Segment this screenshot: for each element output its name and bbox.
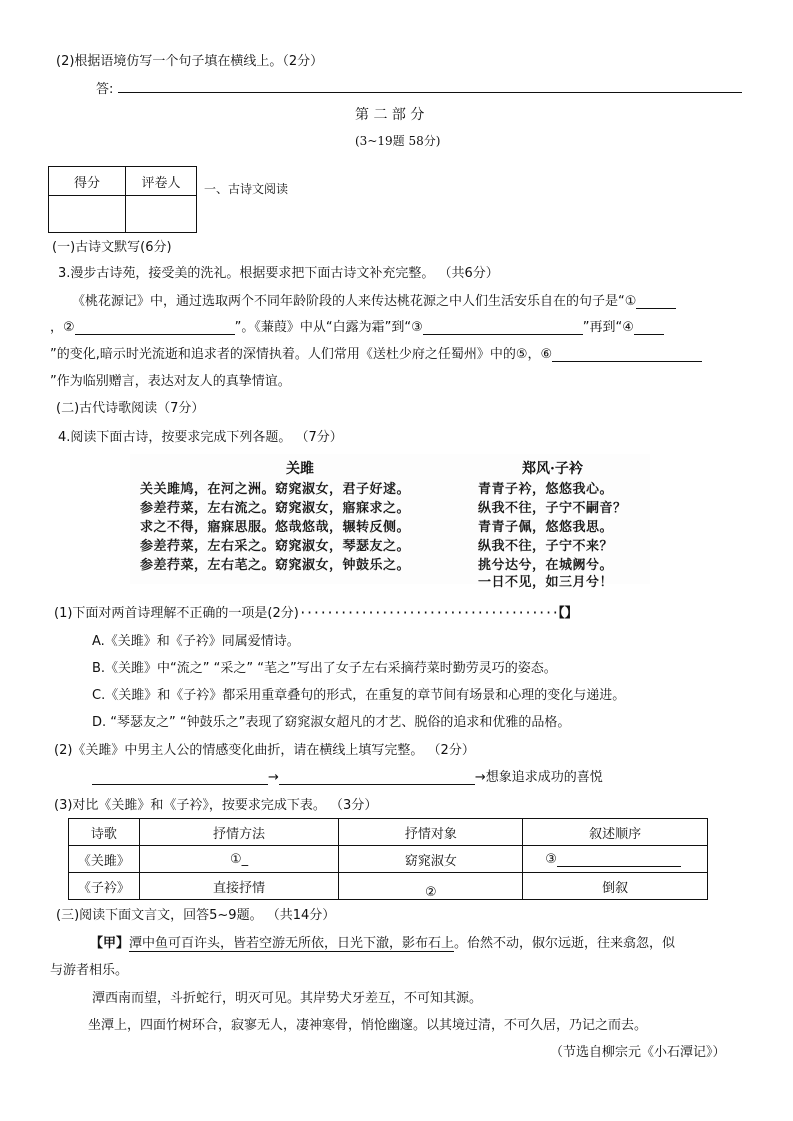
emotion-blank-1[interactable] [92, 770, 268, 785]
table-header: 抒情对象 [339, 819, 523, 846]
q3-line2-mid: ”。《蒹葭》中从“白露为霜”到“③ [234, 320, 423, 335]
passage-underlined: 潭中鱼可百许头，皆若空游无所依，日光下澈，影布石上 [129, 936, 455, 951]
guanju-line: 关关雎鸠，在河之洲。窈窕淑女，君子好逑。 [140, 482, 411, 497]
sub-one-title: (一)古诗文默写(6分) [52, 240, 172, 255]
zijin-line: 青青子佩，悠悠我思。 [478, 520, 614, 535]
option-b: B.《关雎》中“流之” “采之” “芼之”写出了女子左右采摘荇菜时勤劳灵巧的姿态。 [92, 661, 557, 676]
passage-p1-rest: 。佁然不动，俶尔远逝，往来翕忽，似 [454, 936, 676, 951]
zijin-line: 纵我不往，子宁不来？ [478, 539, 614, 554]
blank-marker-3: ③ [545, 851, 557, 867]
q3-line3-text: ”的变化,暗示时光流逝和追求者的深情执着。人们常用《送杜少府之任蜀州》中的⑤，⑥ [50, 347, 553, 362]
q4-1-dots: ······································ [298, 606, 559, 621]
q3-line2-end: ”再到“④ [582, 320, 634, 335]
q4-1-prompt: (1)下面对两首诗理解不正确的一项是(2分) [54, 606, 299, 621]
sub-two-title: (二)古代诗歌阅读（7分） [56, 401, 205, 416]
table-cell: 直接抒情 [139, 873, 339, 900]
q2-prompt: (2)根据语境仿写一个句子填在横线上。（2分） [56, 54, 324, 69]
blank-3[interactable] [423, 320, 583, 335]
passage-label: 【甲】 [90, 936, 130, 951]
table-cell: 窈窕淑女 [339, 846, 523, 873]
table-cell: 《关雎》 [69, 846, 140, 873]
score-header: 得分 [49, 167, 126, 196]
q4-3-prompt: (3)对比《关雎》和《子衿》，按要求完成下表。 （3分） [54, 798, 378, 813]
q3-line1-text: 《桃花源记》中，通过选取两个不同年龄阶段的人来传达桃花源之中人们生活安乐自在的句子是“① [72, 294, 637, 309]
blank-marker-1: ①_ [229, 851, 249, 867]
guanju-line: 求之不得，寤寐思服。悠哉悠哉，辗转反侧。 [140, 520, 411, 535]
guanju-line: 参差荇菜，左右采之。窈窕淑女，琴瑟友之。 [140, 539, 411, 554]
blank-2[interactable] [75, 320, 235, 335]
q3-line1 [72, 290, 676, 309]
passage-p2: 潭西南而望，斗折蛇行，明灭可见。其岸势犬牙差互，不可知其源。 [92, 991, 483, 1006]
poems-image [130, 454, 650, 590]
passage-p1-line2: 与游者相乐。 [50, 963, 129, 978]
sub-three-title: (三)阅读下面文言文，回答5~9题。 （共14分） [56, 908, 336, 923]
section-one-title: 一、古诗文阅读 [204, 182, 289, 196]
zijin-line: 青青子衿，悠悠我心。 [478, 482, 614, 497]
passage-source: （节选自柳宗元《小石潭记》） [550, 1045, 726, 1060]
flow-end: →想象追求成功的喜悦 [474, 770, 603, 785]
blank-3-line[interactable] [557, 852, 681, 867]
q3-line4: ”作为临别赠言，表达对友人的真挚情谊。 [50, 374, 291, 389]
table-cell[interactable] [523, 846, 708, 873]
q4-1-line [54, 602, 578, 621]
passage-p3: 坐潭上，四面竹树环合，寂寥无人，凄神寒骨，悄怆幽邃。以其境过清，不可久居，乃记之而去。 [88, 1018, 648, 1033]
answer-bracket[interactable]: 【】 [558, 606, 578, 621]
table-header: 诗歌 [69, 819, 140, 846]
passage-p1 [90, 932, 675, 951]
blank-marker-2: ② [425, 884, 437, 900]
grader-cell[interactable] [126, 196, 197, 233]
q2-answer-label: 答: [96, 82, 114, 97]
guanju-line: 参差荇菜，左右流之。窈窕淑女，寤寐求之。 [140, 501, 411, 516]
table-cell: 《子衿》 [69, 873, 140, 900]
q3-line2-start: ，② [50, 320, 75, 335]
q3-line3 [50, 343, 702, 362]
blank-5-6[interactable] [552, 347, 702, 362]
option-c: C.《关雎》和《子衿》都采用重章叠句的形式，在重复的章节间有场景和心理的变化与递进。 [92, 688, 626, 703]
q3-line2 [50, 316, 664, 335]
guanju-title: 关雎 [286, 461, 314, 477]
table-cell[interactable] [139, 846, 339, 873]
emotion-blank-2[interactable] [279, 770, 475, 785]
zijin-line: 纵我不往，子宁不嗣音？ [478, 501, 627, 516]
score-cell[interactable] [49, 196, 126, 233]
comparison-table [68, 818, 708, 900]
flow-arrow: → [268, 770, 279, 785]
table-cell: 倒叙 [523, 873, 708, 900]
q2-answer-line[interactable] [118, 92, 742, 93]
blank-1[interactable] [636, 294, 676, 309]
q4-2-flow [92, 766, 603, 785]
option-a: A.《关雎》和《子衿》同属爱情诗。 [92, 634, 300, 649]
option-d: D. “琴瑟友之” “钟鼓乐之”表现了窈窕淑女超凡的才艺、脱俗的追求和优雅的品格。 [92, 715, 571, 730]
zijin-line: 一日不见，如三月兮！ [478, 575, 614, 590]
q4-prompt: 4.阅读下面古诗，按要求完成下列各题。 （7分） [58, 430, 343, 445]
table-cell[interactable] [339, 873, 523, 900]
table-header: 叙述顺序 [523, 819, 708, 846]
q4-2-prompt: (2)《关雎》中男主人公的情感变化曲折，请在横线上填写完整。 （2分） [54, 743, 475, 758]
zijin-title: 郑风·子衿 [522, 461, 583, 477]
guanju-line: 参差荇菜，左右芼之。窈窕淑女，钟鼓乐之。 [140, 558, 411, 573]
score-table [48, 166, 197, 233]
zijin-line: 挑兮达兮，在城阙兮。 [478, 558, 614, 573]
part-two-subtitle: (3~19题 58分) [355, 134, 441, 148]
q3-prompt: 3.漫步古诗苑，接受美的洗礼。根据要求把下面古诗文补充完整。 （共6分） [58, 266, 499, 281]
table-header: 抒情方法 [139, 819, 339, 846]
blank-4[interactable] [634, 320, 664, 335]
part-two-title: 第 二 部 分 [355, 107, 425, 123]
grader-header: 评卷人 [126, 167, 197, 196]
